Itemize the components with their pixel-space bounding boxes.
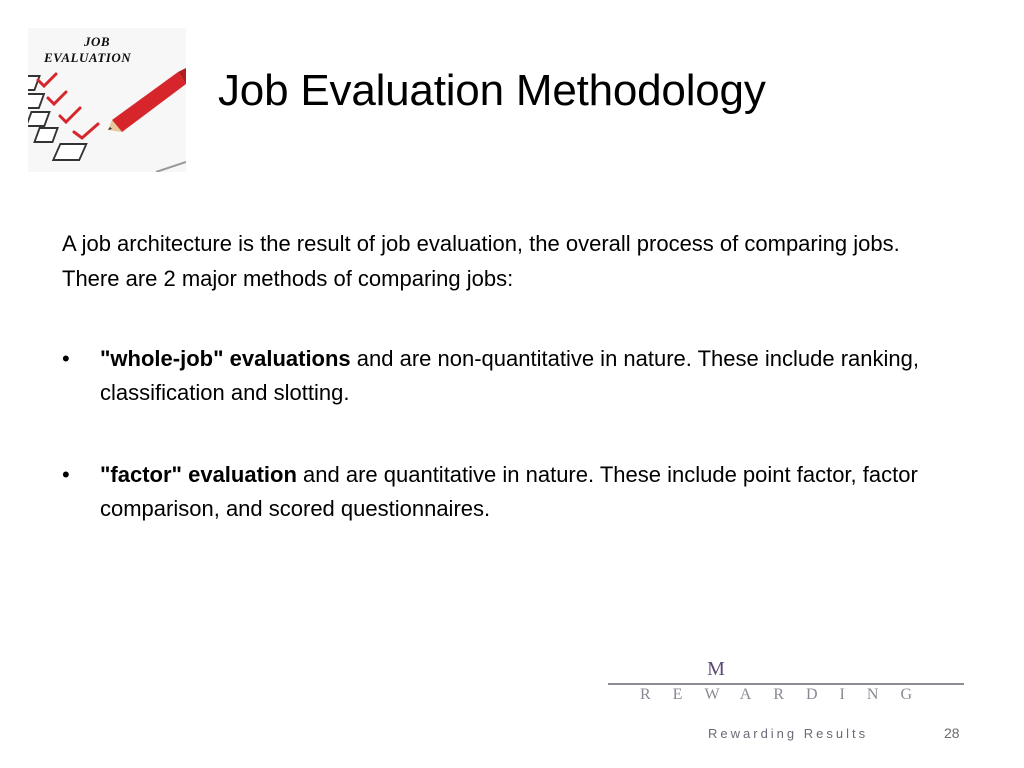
logo-wordmark: REWARDING: [640, 686, 934, 703]
clipart-title-line-1: JOB: [84, 34, 111, 49]
bullet-term: "whole-job" evaluations: [100, 346, 351, 371]
bullet-marker: •: [62, 462, 70, 487]
page-number: 28: [944, 725, 960, 741]
m-rewarding-logo: [606, 656, 966, 748]
bullet-description: and are quantitative in nature. These include point factor, factor comparison, and scored questionnaires.: [100, 462, 918, 521]
bullet-description: and are non-quantitative in nature. These include ranking, classification and slotting.: [100, 346, 919, 405]
bullet-marker: •: [62, 346, 70, 371]
clipart-title-line-2: EVALUATION: [44, 50, 132, 65]
intro-paragraph: A job architecture is the result of job evaluation, the overall process of comparing jobs. There are 2 major methods of comparing jobs:: [62, 231, 900, 291]
slide-title: Job Evaluation Methodology: [218, 66, 766, 115]
bullet-term: "factor" evaluation: [100, 462, 297, 487]
job-evaluation-clipart: [28, 28, 186, 172]
bullet-item-whole-job: [62, 342, 942, 410]
logo-divider: [608, 683, 964, 685]
logo-monogram: M: [707, 658, 725, 680]
bullet-item-factor: [62, 458, 942, 526]
logo-tagline: Rewarding Results: [708, 726, 869, 741]
